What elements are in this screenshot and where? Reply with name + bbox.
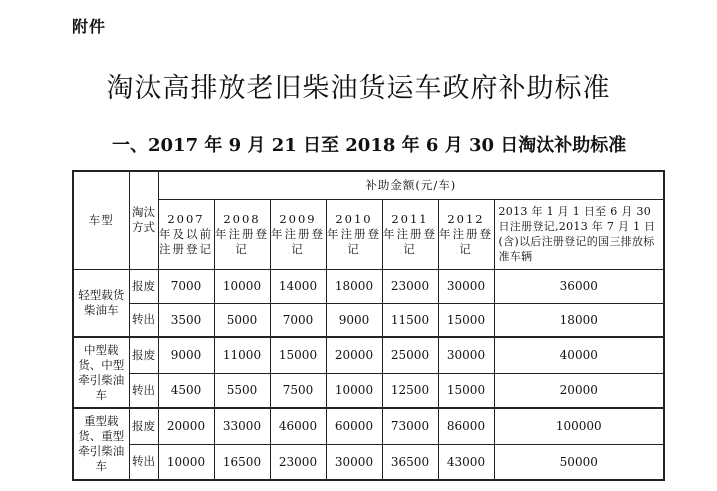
value-cell: 20000 bbox=[494, 373, 664, 408]
value-cell: 16500 bbox=[214, 444, 270, 480]
value-cell: 46000 bbox=[270, 408, 326, 444]
value-cell: 36500 bbox=[382, 444, 438, 480]
value-cell: 11500 bbox=[382, 303, 438, 337]
value-cell: 23000 bbox=[270, 444, 326, 480]
method-cell: 转出 bbox=[129, 303, 158, 337]
value-cell: 43000 bbox=[438, 444, 494, 480]
value-cell: 73000 bbox=[382, 408, 438, 444]
value-cell: 15000 bbox=[270, 337, 326, 373]
value-cell: 86000 bbox=[438, 408, 494, 444]
method-cell: 转出 bbox=[129, 373, 158, 408]
header-year-2008: 2008 年注册登记 bbox=[214, 199, 270, 269]
value-cell: 9000 bbox=[158, 337, 214, 373]
vehicle-type-heavy: 重型载货、重型牵引柴油车 bbox=[73, 408, 129, 480]
attachment-label: 附件 bbox=[72, 17, 107, 36]
header-year-2007: 2007 年及以前注册登记 bbox=[158, 199, 214, 269]
value-cell: 25000 bbox=[382, 337, 438, 373]
method-cell: 报废 bbox=[129, 269, 158, 303]
value-cell: 33000 bbox=[214, 408, 270, 444]
value-cell: 15000 bbox=[438, 303, 494, 337]
value-cell: 100000 bbox=[494, 408, 664, 444]
section-subtitle: 一、2017 年 9 月 21 日至 2018 年 6 月 30 日淘汰补助标准 bbox=[112, 135, 627, 156]
header-year-2013: 2013 年 1 月 1 日至 6 月 30 日注册登记,2013 年 7 月 1 日(含)以后注册登记的国三排放标准车辆 bbox=[494, 199, 664, 269]
value-cell: 36000 bbox=[494, 269, 664, 303]
value-cell: 12500 bbox=[382, 373, 438, 408]
value-cell: 7500 bbox=[270, 373, 326, 408]
header-year-2011: 2011 年注册登记 bbox=[382, 199, 438, 269]
value-cell: 30000 bbox=[438, 337, 494, 373]
header-year-2009: 2009 年注册登记 bbox=[270, 199, 326, 269]
header-year-2012: 2012 年注册登记 bbox=[438, 199, 494, 269]
value-cell: 7000 bbox=[270, 303, 326, 337]
value-cell: 30000 bbox=[438, 269, 494, 303]
value-cell: 9000 bbox=[326, 303, 382, 337]
header-method: 淘汰方式 bbox=[129, 171, 158, 269]
value-cell: 30000 bbox=[326, 444, 382, 480]
header-year-2010: 2010 年注册登记 bbox=[326, 199, 382, 269]
value-cell: 18000 bbox=[494, 303, 664, 337]
value-cell: 11000 bbox=[214, 337, 270, 373]
value-cell: 60000 bbox=[326, 408, 382, 444]
value-cell: 10000 bbox=[214, 269, 270, 303]
value-cell: 14000 bbox=[270, 269, 326, 303]
value-cell: 18000 bbox=[326, 269, 382, 303]
header-vehicle-type: 车型 bbox=[73, 171, 129, 269]
value-cell: 20000 bbox=[158, 408, 214, 444]
value-cell: 7000 bbox=[158, 269, 214, 303]
method-cell: 报废 bbox=[129, 408, 158, 444]
value-cell: 4500 bbox=[158, 373, 214, 408]
value-cell: 20000 bbox=[326, 337, 382, 373]
value-cell: 23000 bbox=[382, 269, 438, 303]
method-cell: 转出 bbox=[129, 444, 158, 480]
header-amount: 补助金额(元/车) bbox=[158, 171, 664, 199]
value-cell: 40000 bbox=[494, 337, 664, 373]
value-cell: 3500 bbox=[158, 303, 214, 337]
value-cell: 50000 bbox=[494, 444, 664, 480]
vehicle-type-medium: 中型载货、中型牵引柴油车 bbox=[73, 337, 129, 408]
method-cell: 报废 bbox=[129, 337, 158, 373]
subsidy-table bbox=[72, 170, 665, 481]
vehicle-type-light: 轻型载货柴油车 bbox=[73, 269, 129, 337]
value-cell: 5500 bbox=[214, 373, 270, 408]
value-cell: 10000 bbox=[158, 444, 214, 480]
document-title: 淘汰高排放老旧柴油货运车政府补助标准 bbox=[106, 73, 611, 104]
value-cell: 15000 bbox=[438, 373, 494, 408]
value-cell: 5000 bbox=[214, 303, 270, 337]
value-cell: 10000 bbox=[326, 373, 382, 408]
